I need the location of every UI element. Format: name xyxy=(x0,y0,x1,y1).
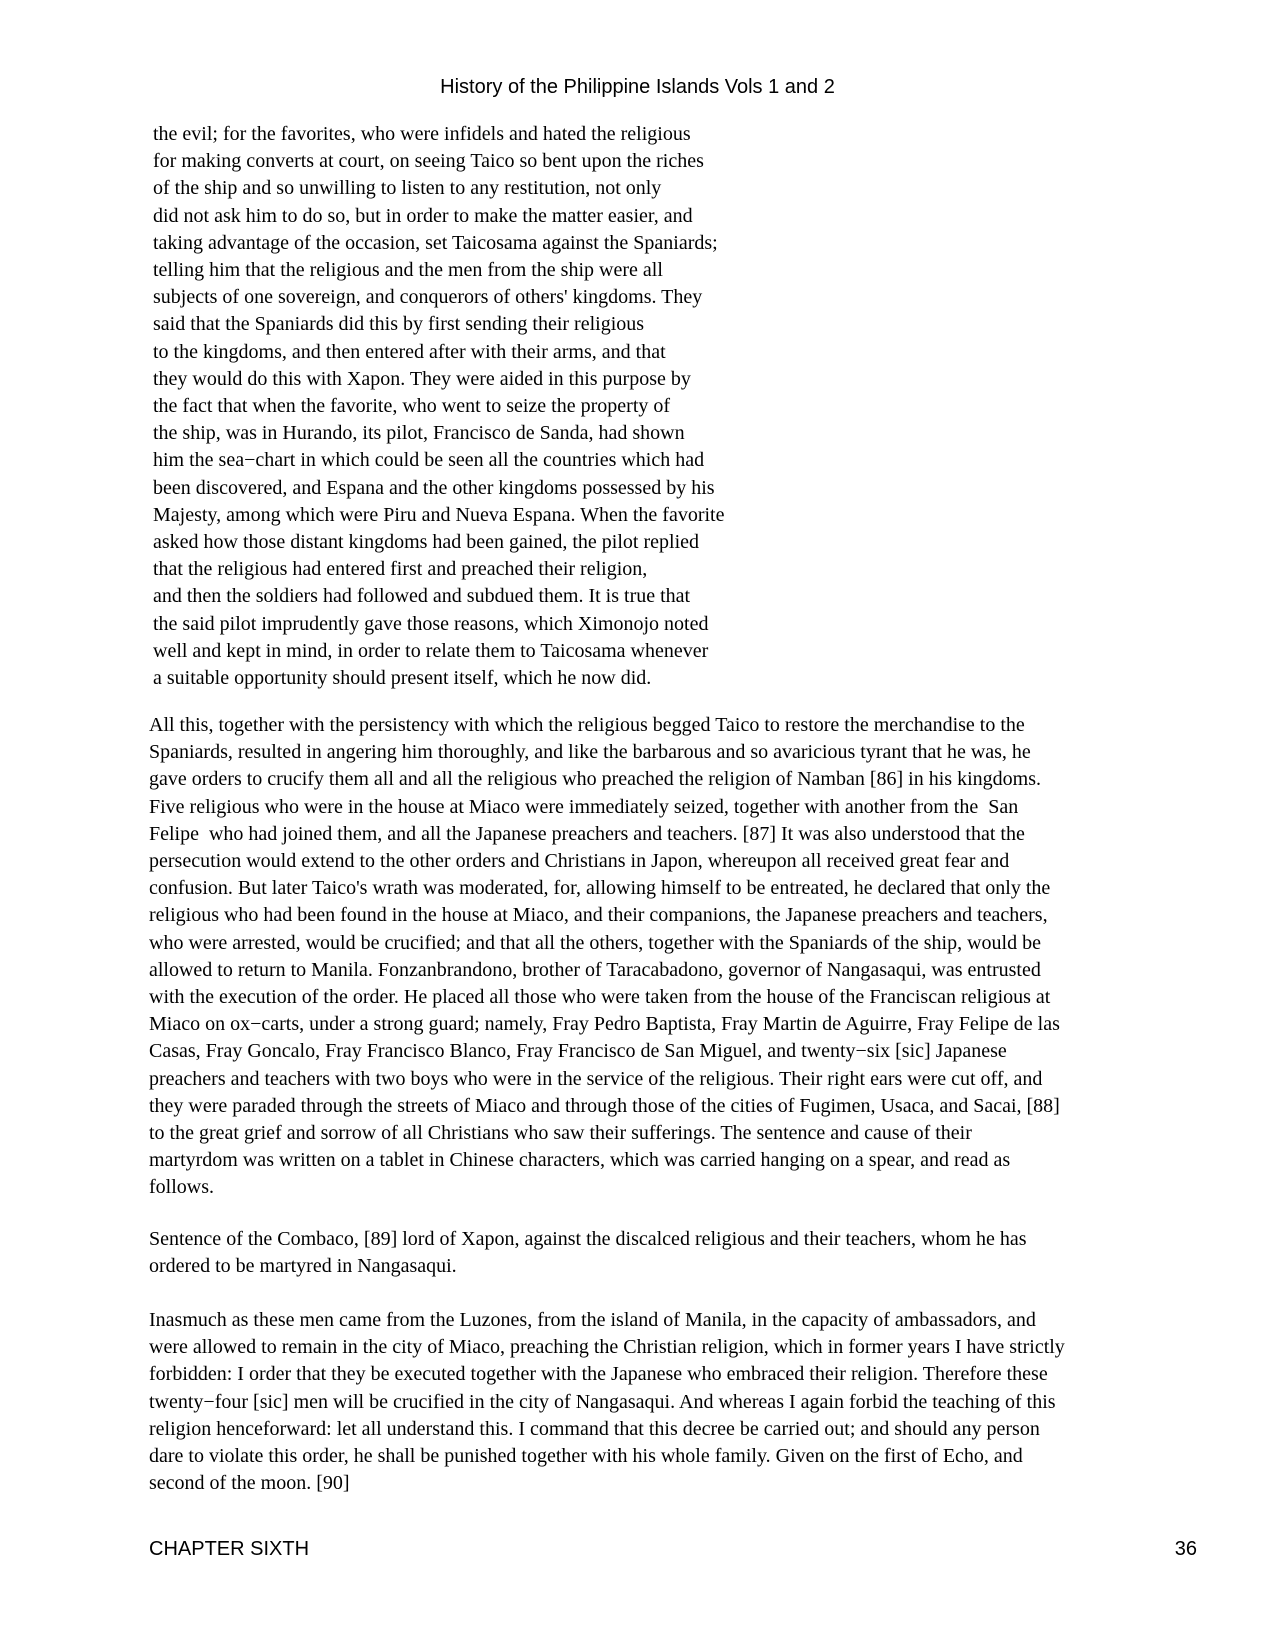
paragraph-line: follows. xyxy=(149,1176,214,1199)
quote-line: the said pilot imprudently gave those reasons, which Ximonojo noted xyxy=(153,612,709,635)
paragraph-line: religion henceforward: let all understand this. I command that this decree be carried out; and should any person xyxy=(149,1417,1040,1440)
quote-line: said that the Spaniards did this by first sending their religious xyxy=(153,313,645,336)
paragraph-line: Miaco on ox−carts, under a strong guard; namely, Fray Pedro Baptista, Fray Martin de Aguirre, Fray Felipe de las xyxy=(149,1013,1060,1036)
paragraph-line: allowed to return to Manila. Fonzanbrandono, brother of Taracabadono, governor of Nangasaqui, was entrusted xyxy=(149,958,1041,981)
paragraph-line: preachers and teachers with two boys who were in the service of the religious. Their right ears were cut off, and xyxy=(149,1067,1043,1090)
paragraph-line: Five religious who were in the house at Miaco were immediately seized, together with another from the San xyxy=(149,795,1019,818)
paragraph-line: were allowed to remain in the city of Miaco, preaching the Christian religion, which in former years I have strictly xyxy=(149,1336,1065,1359)
quote-line: and then the soldiers had followed and subdued them. It is true that xyxy=(153,585,691,608)
paragraph-line: to the great grief and sorrow of all Christians who saw their sufferings. The sentence and cause of their xyxy=(149,1122,972,1145)
quote-line: him the sea−chart in which could be seen all the countries which had xyxy=(153,449,705,472)
paragraph-line: confusion. But later Taico's wrath was moderated, for, allowing himself to be entreated, he declared that only the xyxy=(149,877,1051,900)
quote-line: subjects of one sovereign, and conquerors of others' kingdoms. They xyxy=(153,286,703,309)
quote-line: Majesty, among which were Piru and Nueva Espana. When the favorite xyxy=(153,503,725,526)
quote-line: they would do this with Xapon. They were aided in this purpose by xyxy=(153,367,691,390)
quote-line: taking advantage of the occasion, set Taicosama against the Spaniards; xyxy=(153,231,718,254)
quote-line: to the kingdoms, and then entered after with their arms, and that xyxy=(153,340,666,363)
paragraph-line: dare to violate this order, he shall be punished together with his whole family. Given on the first of Echo, and xyxy=(149,1445,1023,1468)
quote-line: for making converts at court, on seeing Taico so bent upon the riches xyxy=(153,150,704,173)
footer-chapter-title: CHAPTER SIXTH xyxy=(149,1538,310,1560)
footer-page-number: 36 xyxy=(1174,1538,1197,1560)
paragraph-line: they were paraded through the streets of Miaco and through those of the cities of Fugimen, Usaca, and Sacai, [88] xyxy=(149,1094,1060,1117)
body-paragraph-3 xyxy=(149,1307,1199,1497)
indented-quote-block xyxy=(153,121,853,692)
paragraph-line: Inasmuch as these men came from the Luzones, from the island of Manila, in the capacity of ambassadors, and xyxy=(149,1309,1036,1331)
paragraph-line: gave orders to crucify them all and all the religious who preached the religion of Namban [86] in his kingdoms. xyxy=(149,768,1041,791)
quote-line: asked how those distant kingdoms had been gained, the pilot replied xyxy=(153,531,699,554)
paragraph-line: persecution would extend to the other orders and Christians in Japon, whereupon all received great fear and xyxy=(149,850,1010,873)
paragraph-line: Felipe who had joined them, and all the Japanese preachers and teachers. [87] It was also understood that the xyxy=(149,822,1025,845)
quote-line: a suitable opportunity should present itself, which he now did. xyxy=(153,667,652,690)
paragraph-line: religious who had been found in the house at Miaco, and their companions, the Japanese preachers and teachers, xyxy=(149,904,1048,927)
paragraph-line: Casas, Fray Goncalo, Fray Francisco Blanco, Fray Francisco de San Miguel, and twenty−six [sic] Japanese xyxy=(149,1040,1007,1063)
quote-line: telling him that the religious and the men from the ship were all xyxy=(153,259,663,282)
body-paragraph-1 xyxy=(149,712,1199,1202)
paragraph-line: Spaniards, resulted in angering him thoroughly, and like the barbarous and so avaricious tyrant that he was, he xyxy=(149,741,1031,764)
paragraph-line: ordered to be martyred in Nangasaqui. xyxy=(149,1255,457,1278)
paragraph-line: second of the moon. [90] xyxy=(149,1472,350,1495)
paragraph-line: martyrdom was written on a tablet in Chinese characters, which was carried hanging on a spear, and read as xyxy=(149,1149,1011,1172)
quote-line: been discovered, and Espana and the other kingdoms possessed by his xyxy=(153,476,715,499)
quote-line: well and kept in mind, in order to relate them to Taicosama whenever xyxy=(153,639,709,662)
paragraph-line: All this, together with the persistency with which the religious begged Taico to restore the merchandise to the xyxy=(149,714,1025,736)
quote-line: the fact that when the favorite, who went to seize the property of xyxy=(153,395,671,418)
page-header-title: History of the Philippine Islands Vols 1 and 2 xyxy=(440,76,835,98)
paragraph-line: twenty−four [sic] men will be crucified in the city of Nangasaqui. And whereas I again forbid the teaching of this xyxy=(149,1390,1056,1413)
quote-line: the evil; for the favorites, who were infidels and hated the religious xyxy=(153,123,691,145)
paragraph-line: with the execution of the order. He placed all those who were taken from the house of the Franciscan religious at xyxy=(149,986,1051,1009)
paragraph-line: forbidden: I order that they be executed together with the Japanese who embraced their religion. Therefore these xyxy=(149,1363,1048,1386)
quote-line: of the ship and so unwilling to listen to any restitution, not only xyxy=(153,177,662,200)
quote-line: that the religious had entered first and preached their religion, xyxy=(153,558,648,581)
paragraph-line: who were arrested, would be crucified; and that all the others, together with the Spaniards of the ship, would be xyxy=(149,931,1041,954)
body-paragraph-2 xyxy=(149,1226,1199,1280)
quote-line: the ship, was in Hurando, its pilot, Francisco de Sanda, had shown xyxy=(153,422,685,445)
quote-line: did not ask him to do so, but in order to make the matter easier, and xyxy=(153,204,693,227)
paragraph-line: Sentence of the Combaco, [89] lord of Xapon, against the discalced religious and their teachers, whom he has xyxy=(149,1228,1027,1250)
